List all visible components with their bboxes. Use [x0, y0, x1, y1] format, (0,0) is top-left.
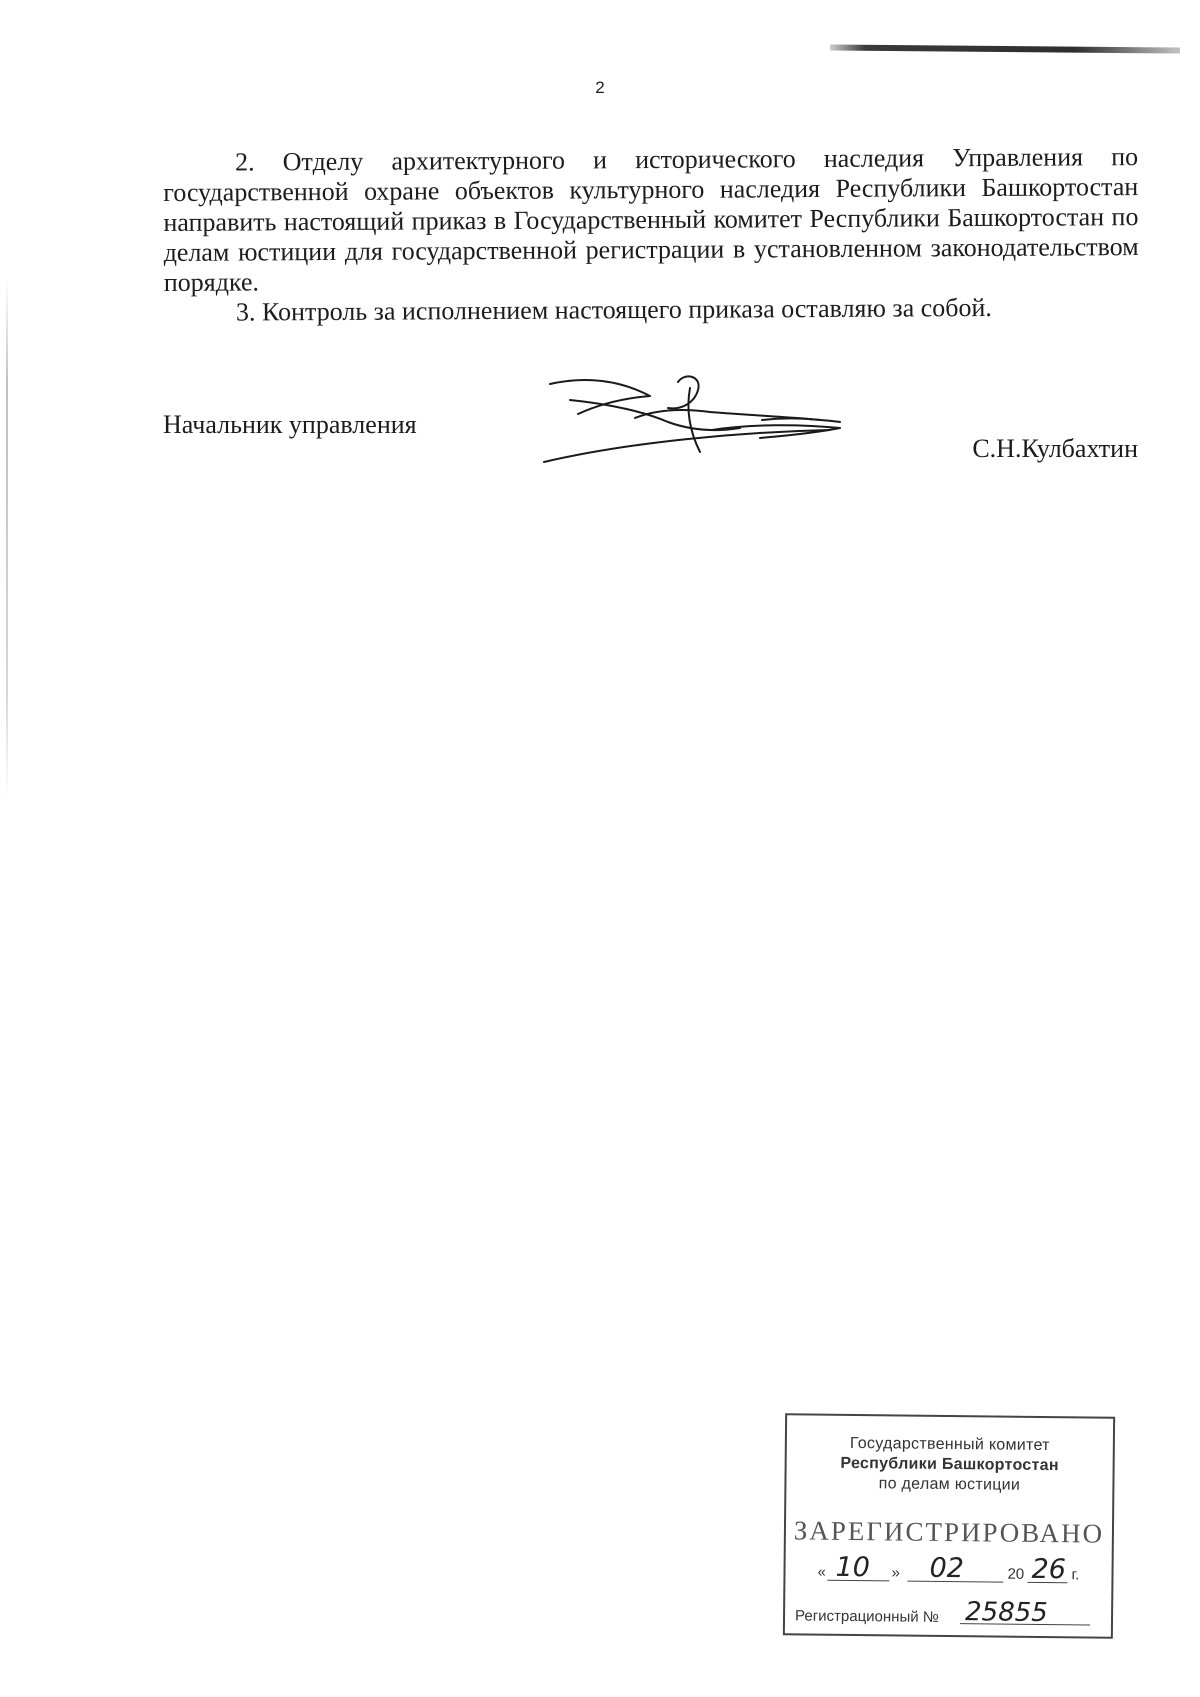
paragraph-2: 2. Отделу архитектурного и исторического наследия Управления по государственной охране объектов культурного наследия Республики Башкортостан направить настоящий приказ в Государственный комитет Республики Башкортостан по делам юстиции для государственной регистрации в установленном законодательством порядке.	[163, 142, 1139, 297]
stamp-org-line-2: Республики Башкортостан	[840, 1454, 1059, 1475]
registration-stamp	[783, 1413, 1115, 1638]
signer-name: С.Н.Кулбахтин	[972, 434, 1138, 463]
stamp-org-line-3: по делам юстиции	[878, 1475, 1021, 1494]
date-day: 10	[835, 1551, 871, 1584]
date-year-prefix: 20	[1007, 1565, 1025, 1583]
stamp-registration	[794, 1597, 1095, 1630]
date-open-quote: «	[817, 1563, 826, 1581]
scan-edge-bar	[830, 44, 1180, 53]
handwritten-signature	[540, 370, 920, 470]
reg-label: Регистрационный №	[794, 1607, 940, 1626]
date-year-unit: г.	[1071, 1566, 1080, 1584]
paragraph-3: 3. Контроль за исполнением настоящего приказа оставляю за собой.	[235, 292, 992, 327]
date-month: 02	[929, 1552, 965, 1585]
date-close-quote: »	[891, 1564, 900, 1582]
scan-left-margin-shadow	[6, 280, 8, 800]
page-number: 2	[595, 78, 605, 97]
stamp-org-line-1: Государственный комитет	[849, 1434, 1050, 1455]
position-title: Начальник управления	[163, 410, 417, 439]
stamp-title: ЗАРЕГИСТРИРОВАНО	[793, 1515, 1105, 1549]
stamp-organization	[786, 1433, 1113, 1496]
document-body	[163, 142, 1139, 328]
reg-number: 25855	[964, 1597, 1048, 1629]
stamp-date	[817, 1551, 1107, 1589]
date-year-suffix: 26	[1031, 1553, 1067, 1586]
